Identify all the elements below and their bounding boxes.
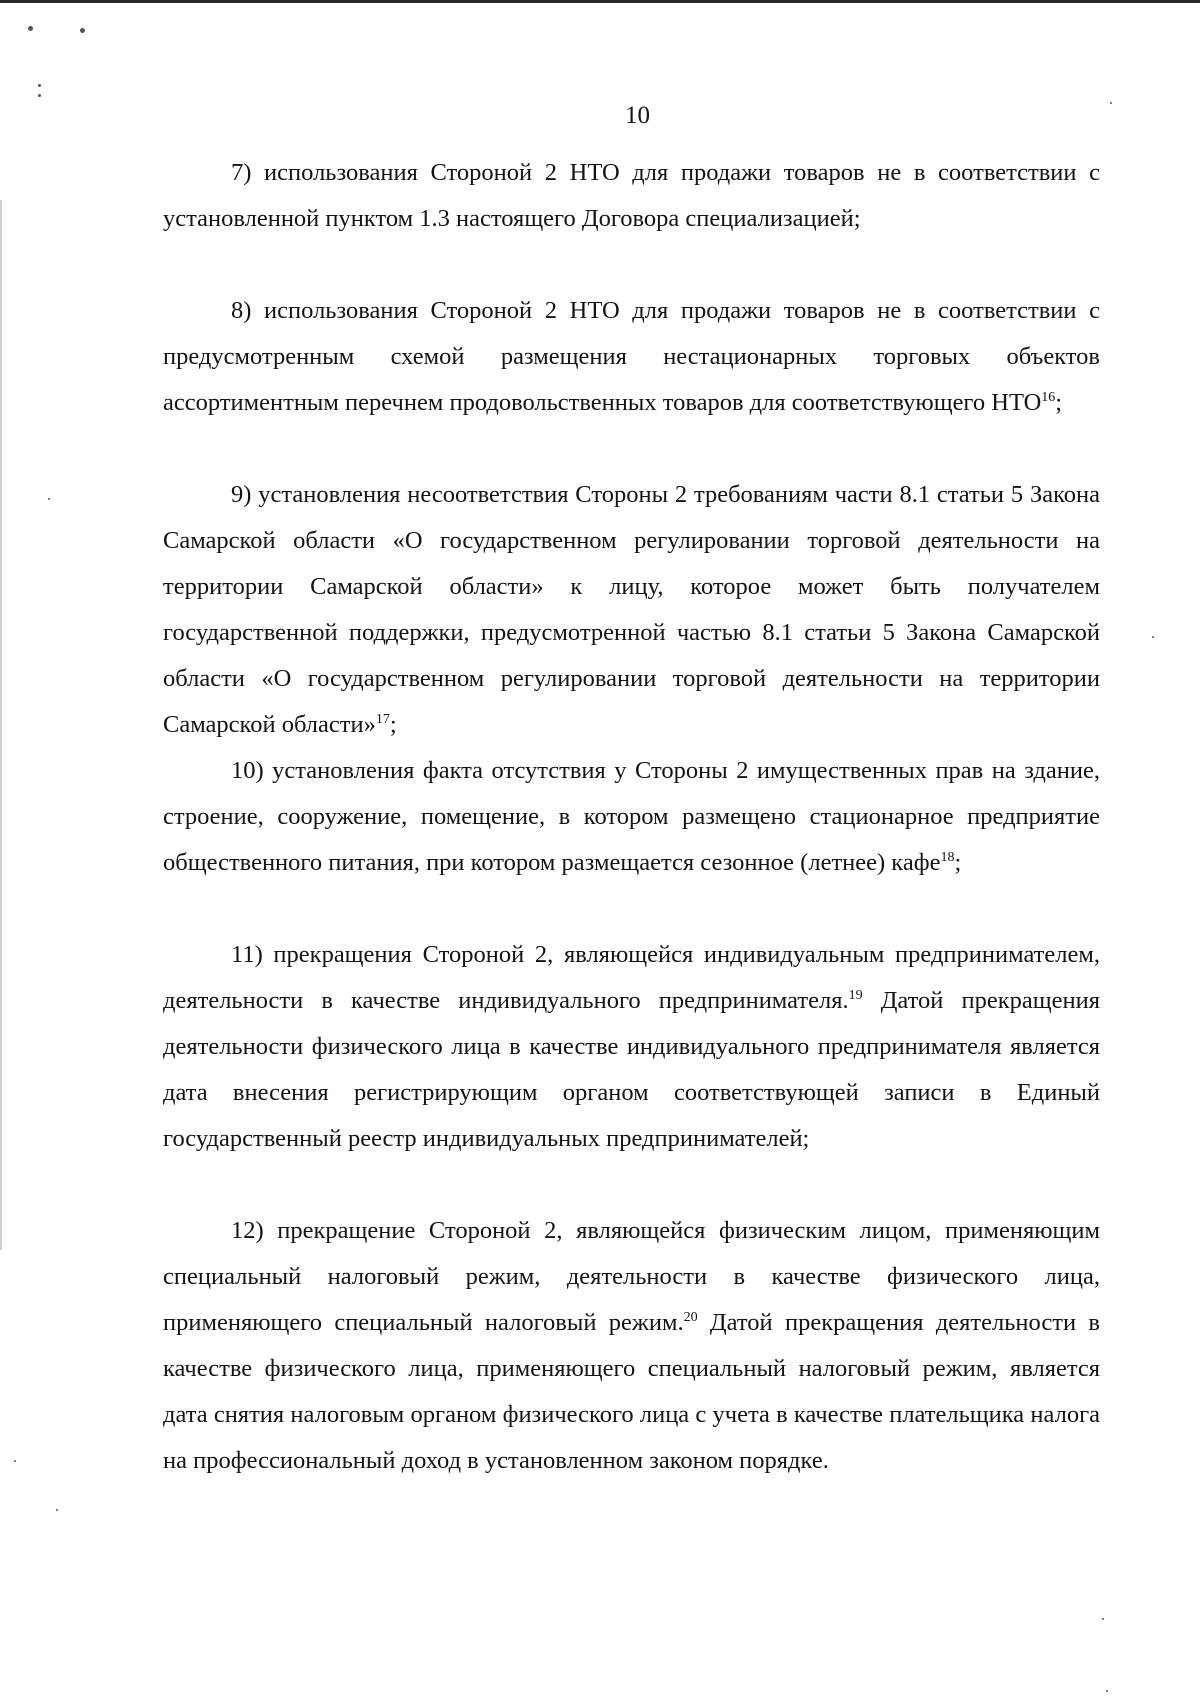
list-item xyxy=(163,748,1100,932)
footnote-marker: 16 xyxy=(1041,390,1056,405)
scan-top-border xyxy=(0,0,1200,3)
list-item xyxy=(163,150,1100,288)
list-item xyxy=(163,932,1100,1208)
paragraph-text: 12) прекращение Стороной 2, являющейся физическим лицом, применяющим специальный налоговый режим, деятельности в качестве физического лица, применяющего специальный налоговый режим. xyxy=(163,1217,1100,1336)
scan-speck xyxy=(1106,1690,1108,1692)
paragraph-text: 10) установления факта отсутствия у Стороны 2 имущественных прав на здание, строение, сооружение, помещение, в котором размещено стационарное предприятие общественного питания, при котором размещается сезонное (летнее) кафе xyxy=(163,757,1100,876)
page-number: 10 xyxy=(625,102,650,129)
scan-left-edge xyxy=(0,200,2,1250)
scan-speck xyxy=(1152,636,1154,638)
paragraph-text: 7) использования Стороной 2 НТО для продажи товаров не в соответствии с установленной пунктом 1.3 настоящего Договора специализацией; xyxy=(163,159,1100,232)
paragraph-tail: ; xyxy=(954,849,962,876)
footnote-marker: 20 xyxy=(683,1310,698,1325)
paragraph-text: 8) использования Стороной 2 НТО для продажи товаров не в соответствии с предусмотренным схемой размещения нестационарных торговых объектов ассортиментным перечнем продовольственных товаров для соответствующего НТО xyxy=(163,297,1100,416)
scan-speck xyxy=(38,84,41,87)
paragraph-tail: ; xyxy=(389,711,397,738)
list-item xyxy=(163,288,1100,472)
scan-speck xyxy=(80,28,85,33)
scan-speck xyxy=(48,498,50,500)
scan-speck xyxy=(56,1509,58,1511)
list-item xyxy=(163,472,1100,748)
footnote-marker: 19 xyxy=(848,988,863,1003)
footnote-marker: 17 xyxy=(375,712,390,727)
scan-speck xyxy=(1102,1618,1104,1620)
paragraph-text: 11) прекращения Стороной 2, являющейся индивидуальным предпринимателем, деятельности в качестве индивидуального предпринимателя. xyxy=(163,941,1100,1014)
list-item xyxy=(163,1208,1100,1484)
paragraph-text: 9) установления несоответствия Стороны 2 требованиям части 8.1 статьи 5 Закона Самарской области «О государственном регулировании торговой деятельности на территории Самарской области» к лицу, которое может быть получателем государственной поддержки, предусмотренной частью 8.1 статьи 5 Закона Самарской области «О государственном регулировании торговой деятельности на территории Самарской области» xyxy=(163,481,1100,738)
scan-speck xyxy=(14,1460,16,1462)
footnote-marker: 18 xyxy=(940,850,955,865)
paragraph-tail: ; xyxy=(1055,389,1063,416)
paragraph-tail: Датой прекращения деятельности физического лица в качестве индивидуального предпринимателя является дата внесения регистрирующим органом соответствующей записи в Единый государственный реестр индивидуальных предпринимателей; xyxy=(163,987,1100,1152)
scan-speck xyxy=(38,94,41,97)
document-body xyxy=(163,150,1100,1484)
scan-speck xyxy=(28,26,33,31)
paragraph-tail: Датой прекращения деятельности в качестве физического лица, применяющего специальный налоговый режим, является дата снятия налоговым органом физического лица с учета в качестве плательщика налога на профессиональный доход в установленном законом порядке. xyxy=(163,1309,1100,1474)
